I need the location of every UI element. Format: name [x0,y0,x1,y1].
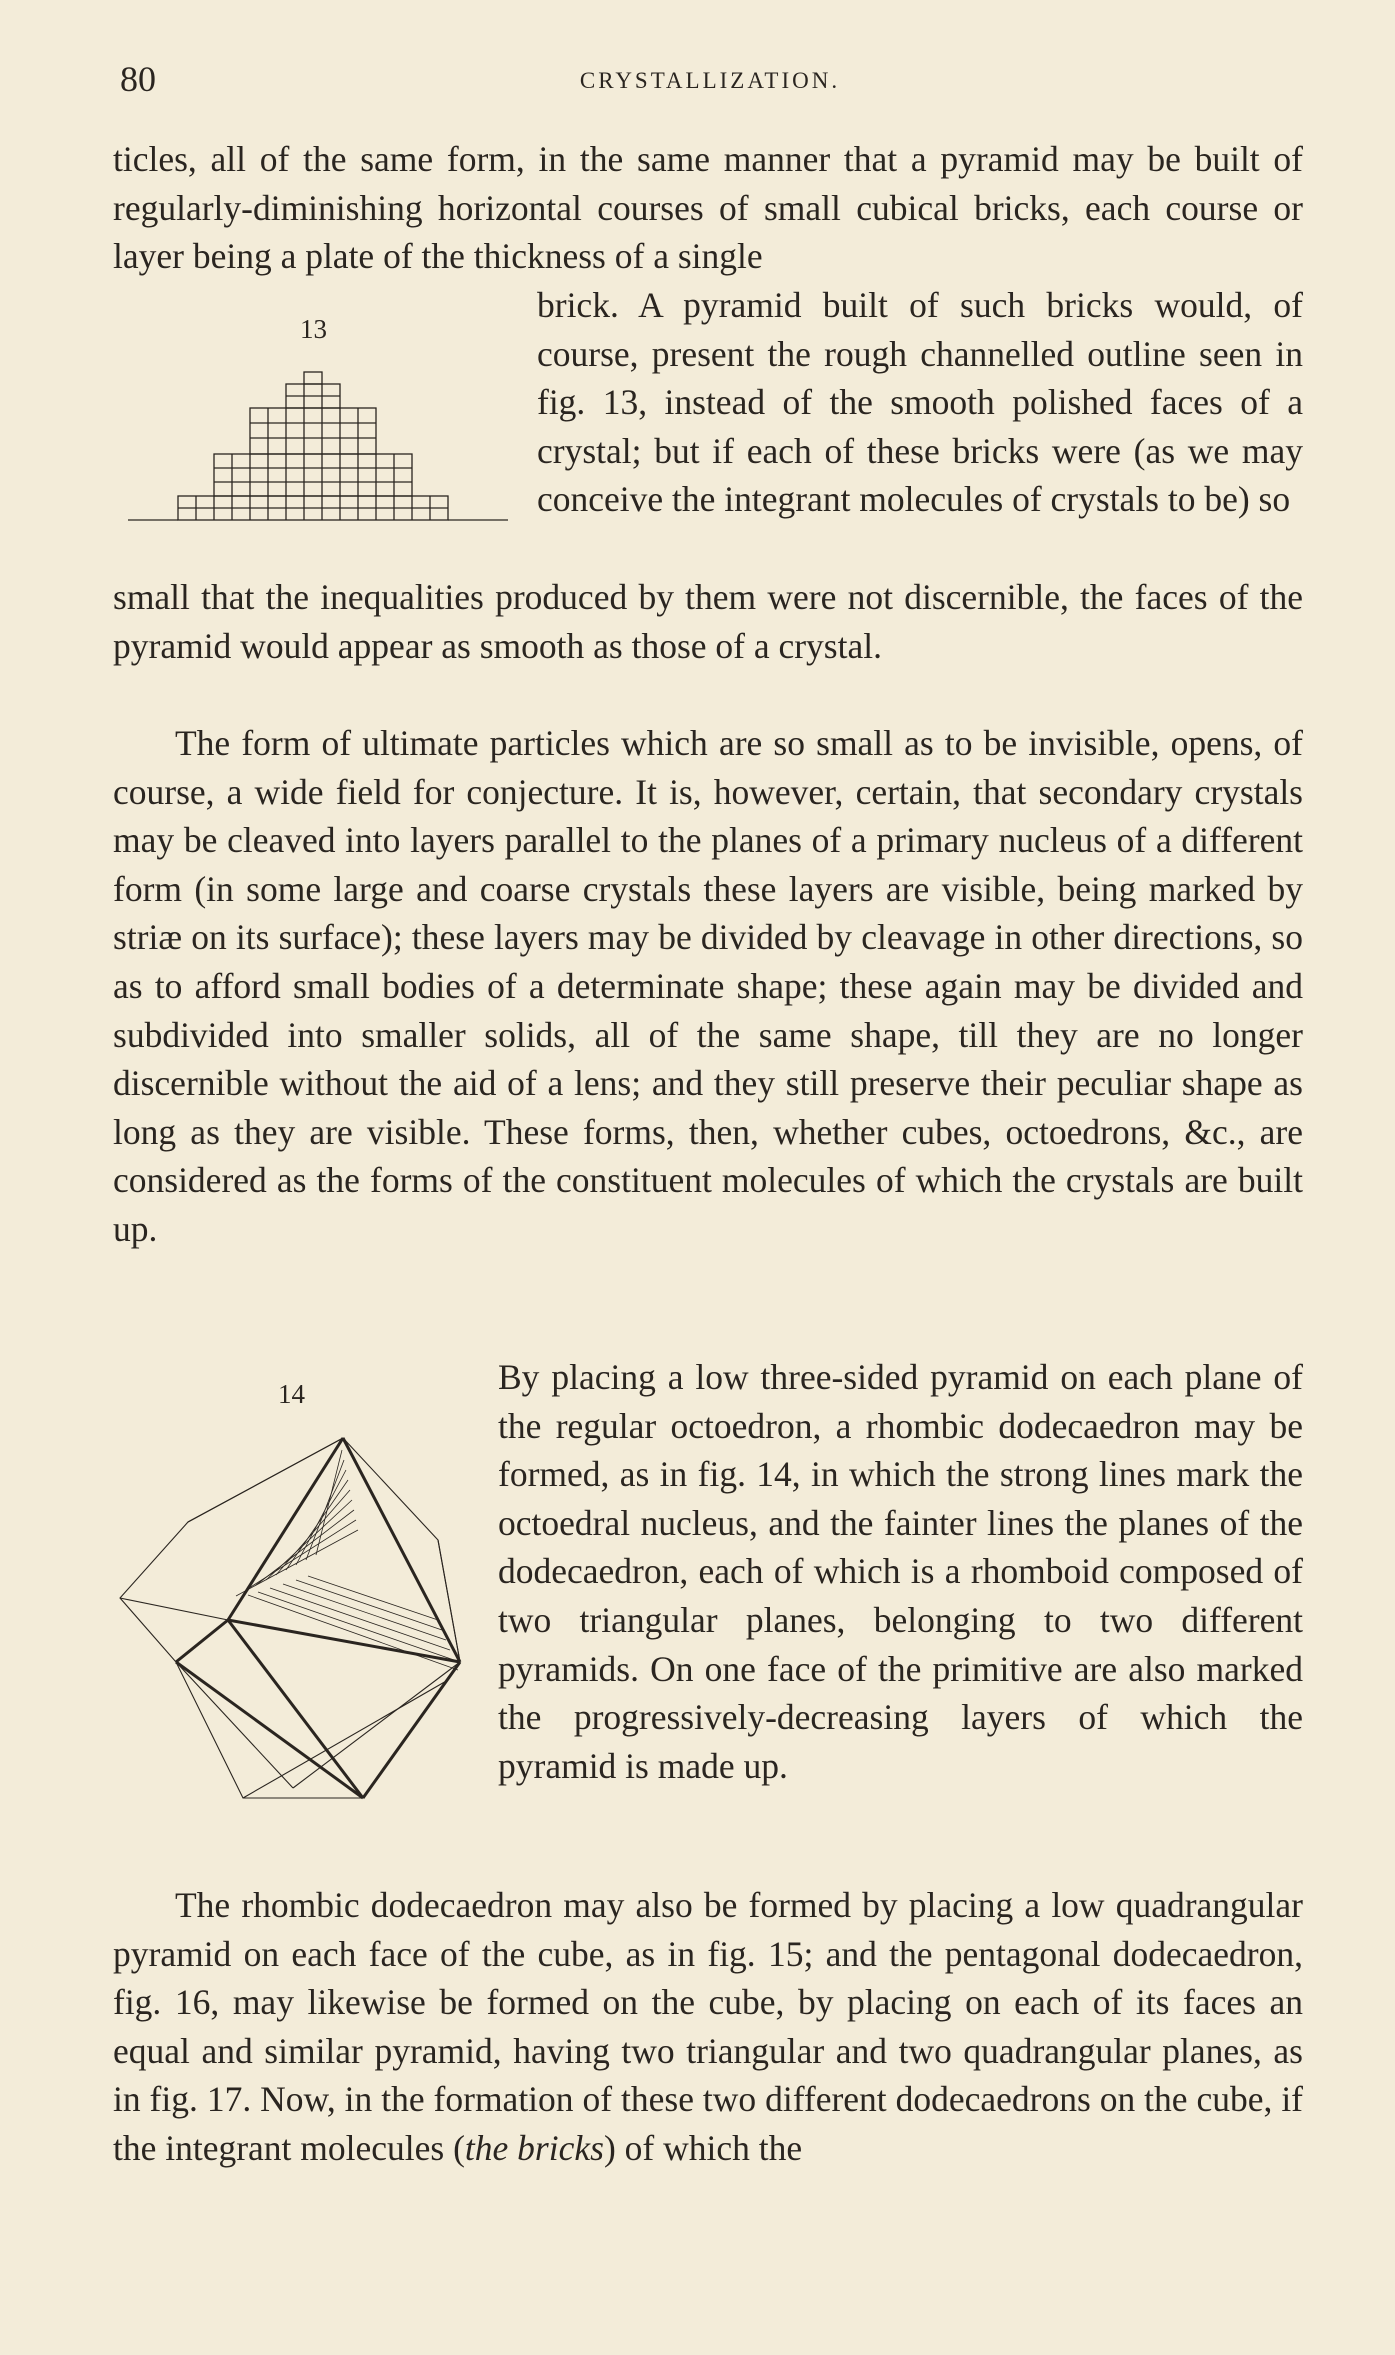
stepped-brick-pyramid-icon [118,300,518,530]
figure-13 [118,300,518,530]
running-title: CRYSTALLIZATION. [579,68,841,93]
rhombic-dodecahedron-icon [108,1370,478,1840]
paragraph-4 [113,1881,1303,2173]
paragraph-1-top: ticles, all of the same form, in the same manner that a pyramid may be built of regularly-diminishing horizontal courses of small cubical bricks, each course or layer being a plate of the thickness of a single [113,139,1303,277]
page-number: 80 [120,59,156,99]
paragraph-4-italic: the bricks [464,2127,604,2168]
paragraph-1-end: small that the inequalities produced by them were not discernible, the faces of the pyramid would appear as smooth as those of a crystal. [113,577,1303,666]
page-header [120,58,1300,108]
paragraph-3-wrap: By placing a low three-sided pyramid on each plane of the regular octoedron, a rhombic dodecaedron may be formed, as in fig. 14, in which the strong lines mark the octoedral nucleus, and the fainter lines the planes of the dodecaedron, each of which is a rhomboid composed of two triangular planes, belonging to two different pyramids. On one face of the primitive are also marked the progressively-decreasing layers of which the pyramid is made up. [498,1357,1303,1786]
figure-14 [108,1370,478,1840]
paragraph-2: The form of ultimate particles which are so small as to be invisible, opens, of course, a wide field for conjecture. It is, however, certain, that secondary crystals may be cleaved into layers parallel to the planes of a primary nucleus of a different form (in some large and coarse crystals these layers are visible, being marked by striæ on its surface); these layers may be divided by cleavage in other directions, so as to afford small bodies of a determinate shape; these again may be divided and subdivided into smaller solids, all of the same shape, till they are no longer discernible without the aid of a lens; and they still preserve their peculiar shape as long as they are visible. These forms, then, whether cubes, octoedrons, &c., are considered as the forms of the constituent molecules of which the crystals are built up. [113,723,1303,1249]
figure-13-number: 13 [300,314,327,344]
paragraph-1-wrap: brick. A pyramid built of such bricks would, of course, present the rough channelled outline seen in fig. 13, instead of the smooth polished faces of a crystal; but if each of these bricks were (as we may conceive the integrant molecules of crystals to be) so [537,285,1303,520]
paragraph-4-end: ) of which the [603,2127,803,2168]
figure-14-number: 14 [278,1379,305,1409]
paragraph-4-start: The rhombic dodecaedron may also be formed by placing a low quadrangular pyramid on each face of the cube, as in fig. 15; and the pentagonal dodecaedron, fig. 16, may likewise be formed on the cube, by placing on each of its faces an equal and similar pyramid, having two triangular and two quadrangular planes, as in fig. 17. Now, in the formation of these two different dodecaedrons on the cube, if the integrant molecules ( [113,1885,1303,2168]
